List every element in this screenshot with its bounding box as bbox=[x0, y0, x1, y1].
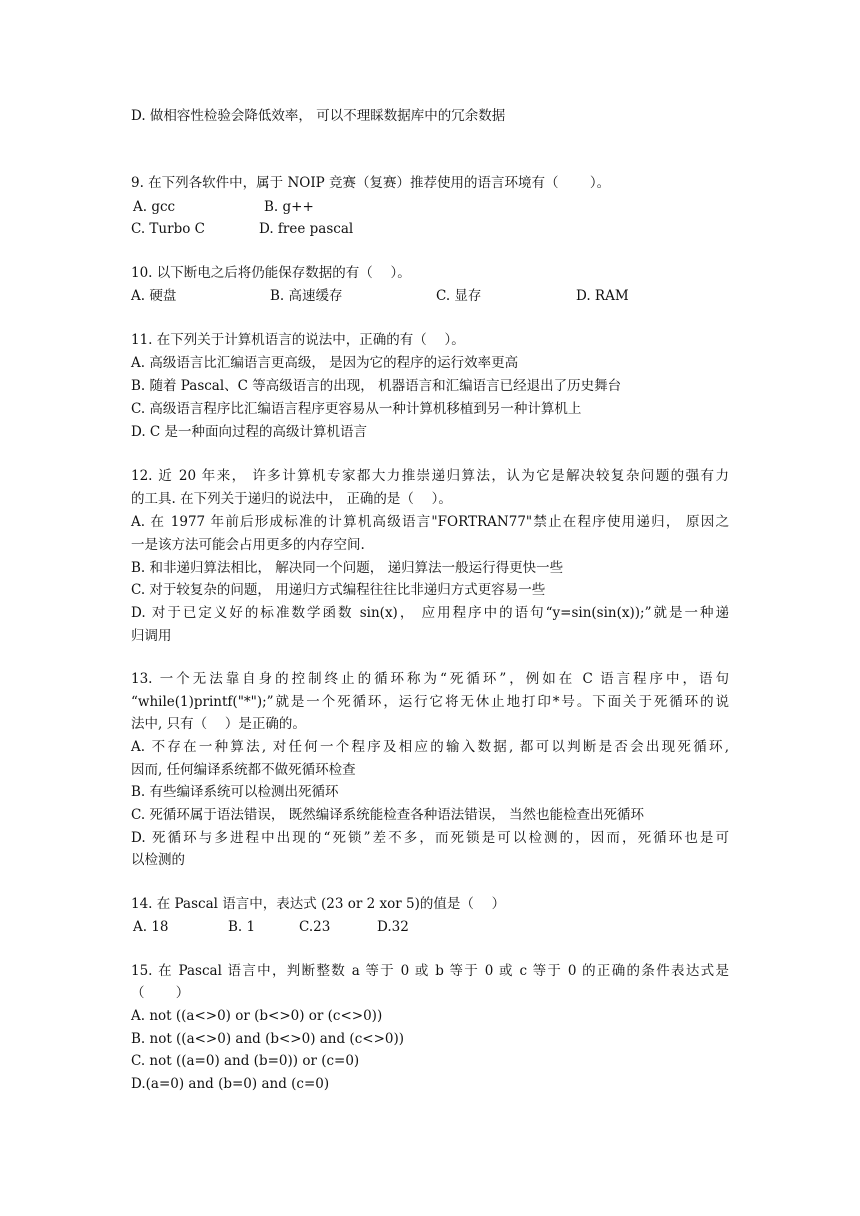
q13-option-a-line-1: A. 不存在一种算法, 对任何一个程序及相应的输入数据, 都可以判断是否会出现死循环, bbox=[131, 739, 729, 755]
q11-option-b: B. 随着 Pascal、C 等高级语言的出现， 机器语言和汇编语言已经退出了历史舞台 bbox=[131, 378, 622, 394]
q8-option-d: D. 做相容性检验会降低效率， 可以不理睬数据库中的冗余数据 bbox=[131, 108, 506, 124]
q13-option-d-line-1: D. 死循环与多进程中出现的“死锁”差不多，而死锁是可以检测的，因而，死循环也是可 bbox=[131, 830, 729, 846]
q15-stem-line-1: 15. 在 Pascal 语言中，判断整数 a 等于 0 或 b 等于 0 或 c 等于 0 的正确的条件表达式是 bbox=[131, 963, 729, 979]
q13-option-c: C. 死循环属于语法错误， 既然编译系统能检查各种语法错误， 当然也能检查出死循环 bbox=[131, 807, 645, 823]
q10-option-d: D. RAM bbox=[576, 288, 629, 304]
q13-stem-line-2: “while(1)printf("*");”就是一个死循环，运行它将无休止地打印*号。下面关于死循环的说 bbox=[131, 694, 729, 710]
q9-option-a: A. gcc bbox=[133, 199, 176, 215]
q13-option-b: B. 有些编译系统可以检测出死循环 bbox=[131, 784, 339, 800]
q15-option-b: B. not ((a<>0) and (b<>0) and (c<>0)) bbox=[131, 1031, 404, 1047]
q15-option-d: D.(a=0) and (b=0) and (c=0) bbox=[131, 1076, 330, 1092]
q9-option-b: B. g++ bbox=[264, 199, 314, 215]
q9-option-c: C. Turbo C bbox=[131, 221, 205, 237]
q14-stem: 14. 在 Pascal 语言中，表达式 (23 or 2 xor 5)的值是（ ） bbox=[131, 896, 506, 912]
q14-option-a: A. 18 bbox=[133, 919, 169, 935]
q10-option-c: C. 显存 bbox=[436, 288, 482, 304]
q13-stem-line-1: 13. 一个无法靠自身的控制终止的循环称为“死循环”，例如在 C 语言程序中，语句 bbox=[131, 671, 729, 687]
q13-stem-line-3: 法中, 只有（ ）是正确的。 bbox=[131, 716, 306, 732]
q12-option-a-line-1: A. 在 1977 年前后形成标准的计算机高级语言"FORTRAN77"禁止在程序使用递归， 原因之 bbox=[131, 514, 729, 530]
q11-option-d: D. C 是一种面向过程的高级计算机语言 bbox=[131, 424, 368, 440]
q10-option-b: B. 高速缓存 bbox=[270, 288, 343, 304]
q12-option-c: C. 对于较复杂的问题， 用递归方式编程往往比非递归方式更容易一些 bbox=[131, 582, 546, 598]
q11-stem: 11. 在下列关于计算机语言的说法中，正确的有（ ）。 bbox=[131, 332, 465, 348]
q14-option-d: D.32 bbox=[377, 919, 409, 935]
q13-option-a-line-2: 因而, 任何编译系统都不做死循环检查 bbox=[131, 762, 356, 778]
q12-stem-line-2: 的工具. 在下列关于递归的说法中， 正确的是（ ）。 bbox=[131, 491, 452, 507]
q15-option-c: C. not ((a=0) and (b=0)) or (c=0) bbox=[131, 1053, 360, 1069]
q11-option-a: A. 高级语言比汇编语言更高级， 是因为它的程序的运行效率更高 bbox=[131, 355, 519, 371]
q15-option-a: A. not ((a<>0) or (b<>0) or (c<>0)) bbox=[131, 1008, 383, 1024]
q12-option-d-line-2: 归调用 bbox=[131, 628, 172, 644]
q13-option-d-line-2: 以检测的 bbox=[131, 852, 185, 868]
q15-stem-line-2: （ ） bbox=[131, 985, 190, 1001]
q12-option-a-line-2: 一是该方法可能会占用更多的内存空间. bbox=[131, 537, 365, 553]
q12-option-b: B. 和非递归算法相比， 解决同一个问题， 递归算法一般运行得更快一些 bbox=[131, 560, 564, 576]
q10-option-a: A. 硬盘 bbox=[131, 288, 177, 304]
q14-option-b: B. 1 bbox=[228, 919, 256, 935]
q14-option-c: C.23 bbox=[299, 919, 331, 935]
q12-stem-line-1: 12. 近 20 年来， 许多计算机专家都大力推崇递归算法，认为它是解决较复杂问题的强有力 bbox=[131, 468, 729, 484]
q11-option-c: C. 高级语言程序比汇编语言程序更容易从一种计算机移植到另一种计算机上 bbox=[131, 401, 582, 417]
q9-stem: 9. 在下列各软件中，属于 NOIP 竞赛（复赛）推荐使用的语言环境有（ ）。 bbox=[131, 175, 611, 191]
q9-option-d: D. free pascal bbox=[259, 221, 354, 237]
q12-option-d-line-1: D. 对于已定义好的标准数学函数 sin(x)， 应用程序中的语句“y=sin(sin(x));”就是一种递 bbox=[131, 605, 729, 621]
q10-stem: 10. 以下断电之后将仍能保存数据的有（ ）。 bbox=[131, 265, 411, 281]
